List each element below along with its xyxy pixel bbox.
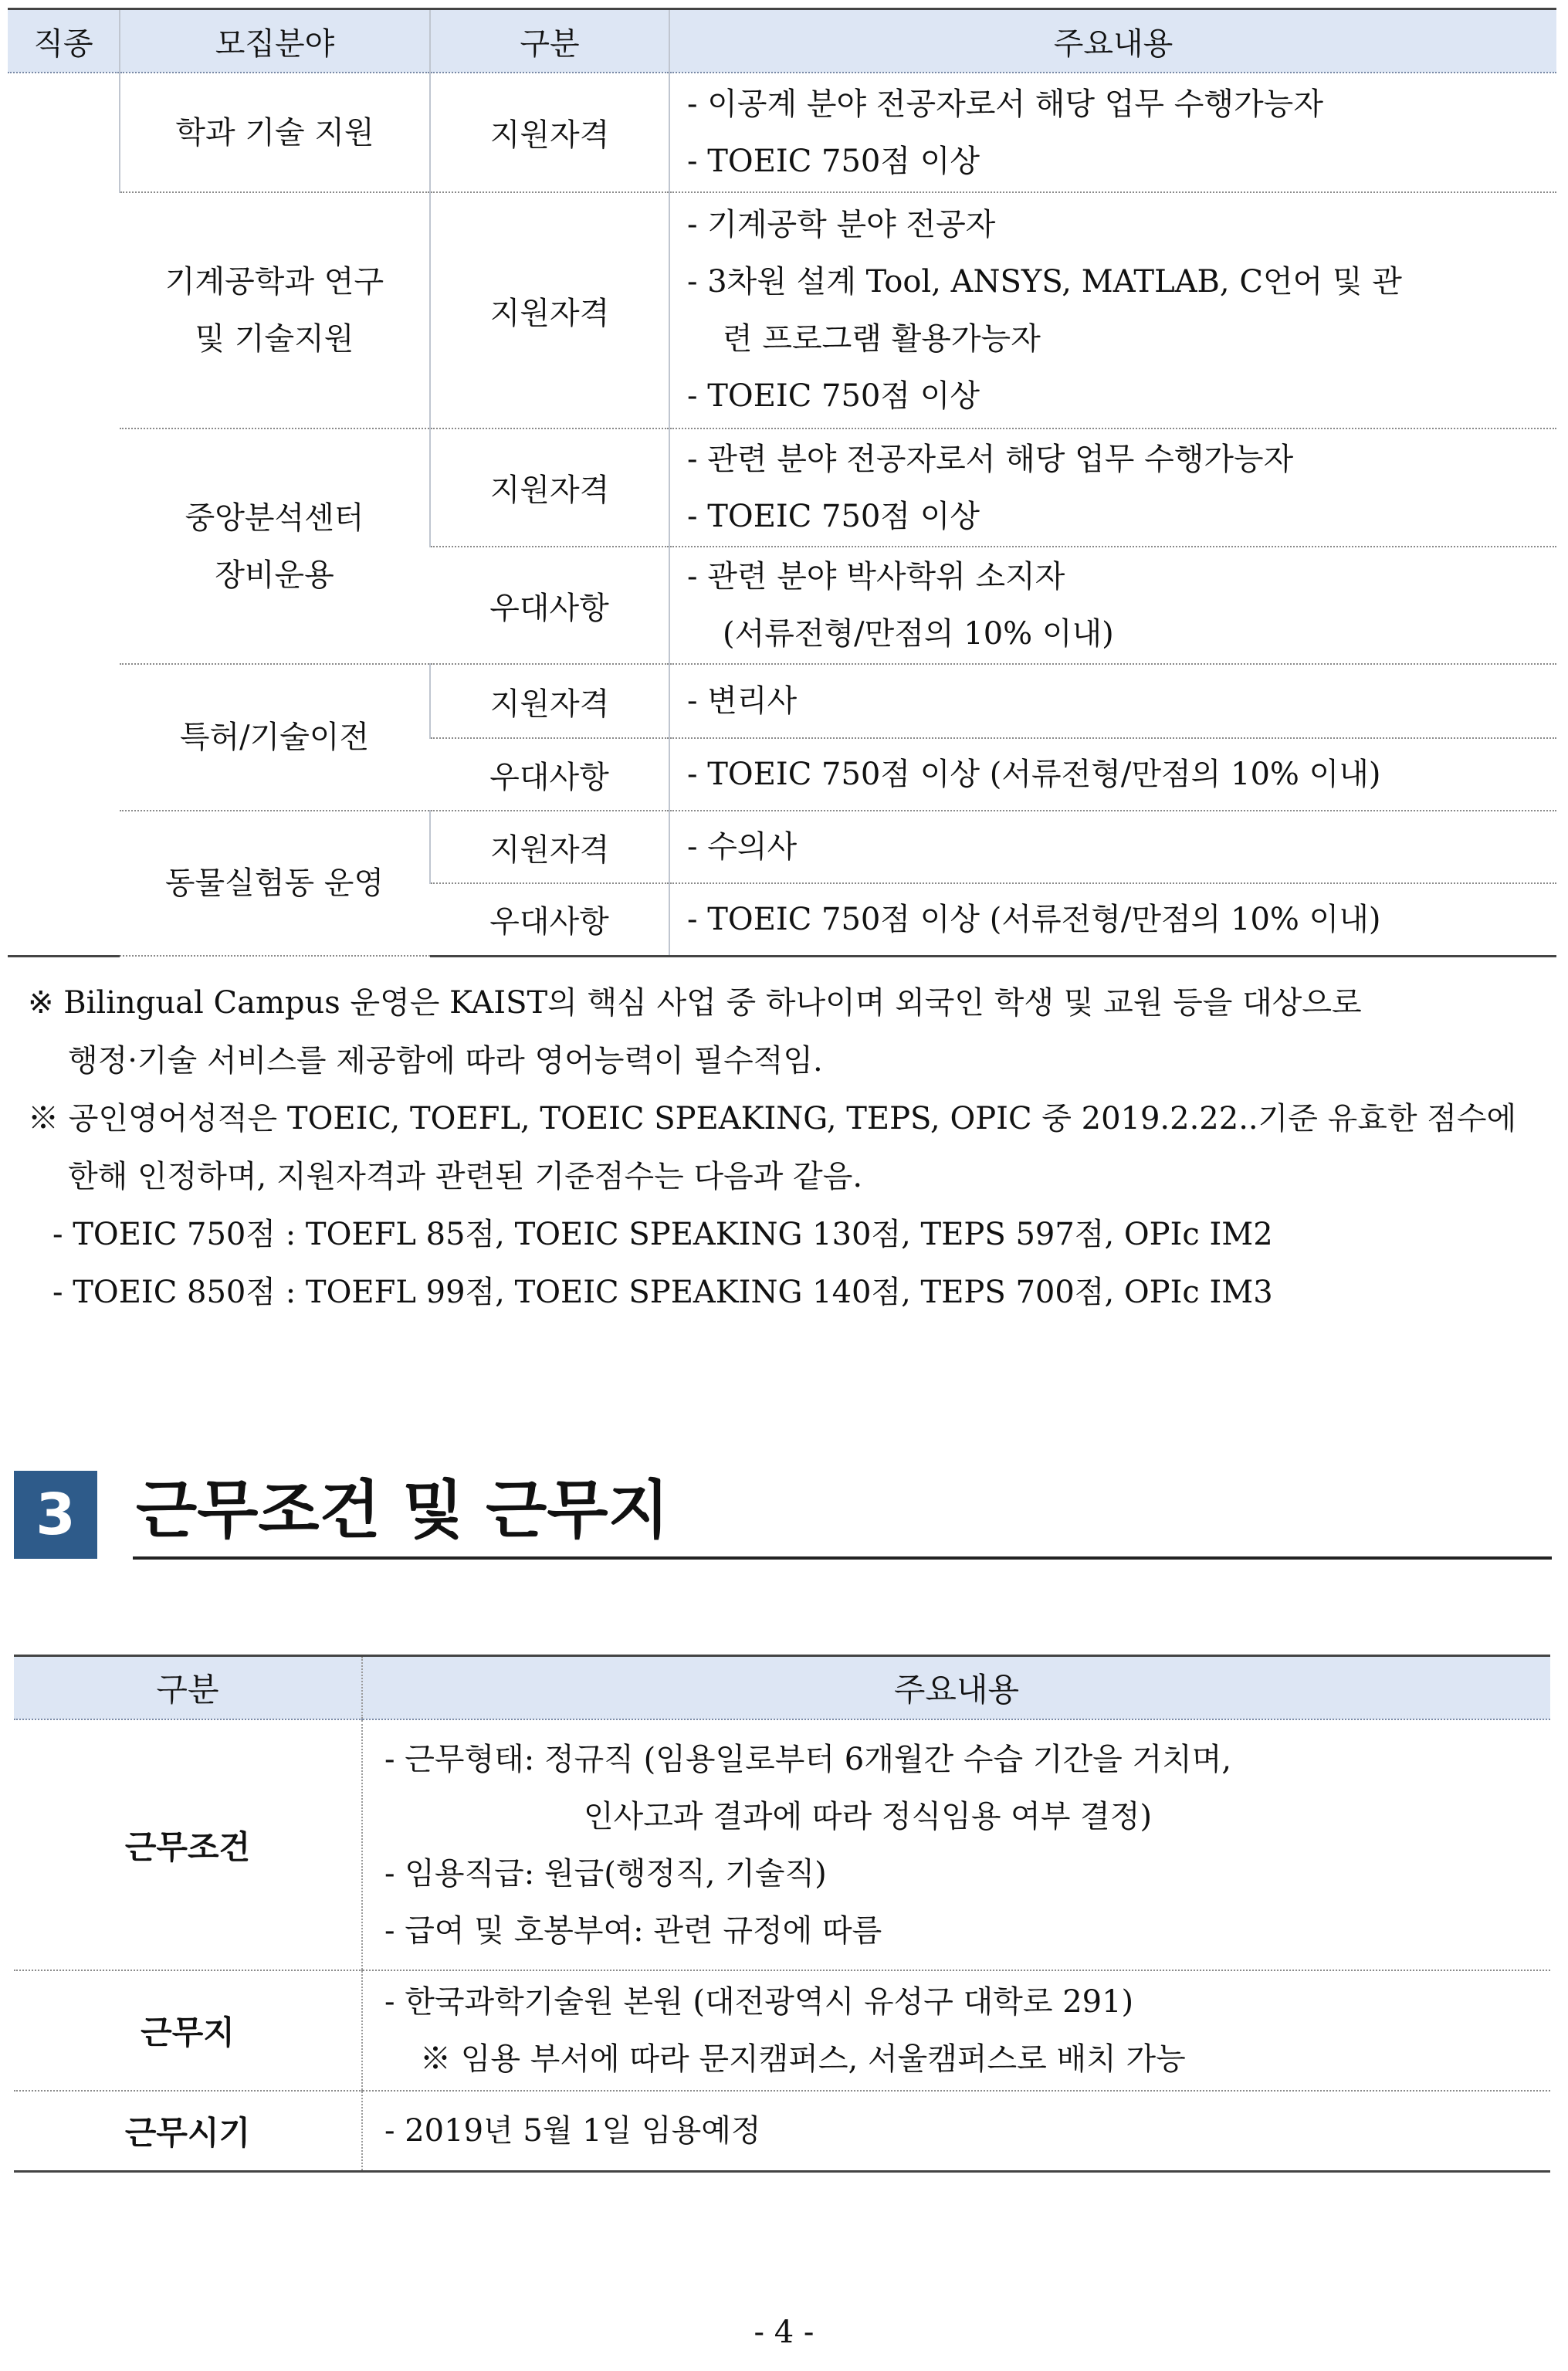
header-main-content: 주요내용 <box>669 9 1556 73</box>
content-line: - TOEIC 750점 이상 <box>687 378 980 414</box>
table-row <box>8 73 1556 192</box>
content-cell <box>669 192 1556 428</box>
category-cell: 근무시기 <box>14 2091 362 2171</box>
content-cell <box>669 428 1556 547</box>
score-equivalence-line: - TOEIC 850점 : TOEFL 99점, TOEIC SPEAKING 140점, TEPS 700점, OPIc IM3 <box>52 1275 1273 1310</box>
content-cell <box>669 547 1556 664</box>
table-header-row <box>14 1656 1550 1720</box>
score-equivalence-line: - TOEIC 750점 : TOEFL 85점, TOEIC SPEAKING 130점, TEPS 597점, OPIc IM2 <box>52 1217 1273 1252</box>
content-line: - 기계공학 분야 전공자 <box>687 207 996 242</box>
field-line: 기계공학과 연구 <box>164 264 384 300</box>
content-cell <box>362 1719 1550 1970</box>
category-cell: 지원자격 <box>430 428 669 547</box>
table-header-row <box>8 9 1556 73</box>
page-number: - 4 - <box>754 2315 814 2350</box>
table-row <box>8 664 1556 738</box>
header-job-type: 직종 <box>8 9 120 73</box>
header-field: 모집분야 <box>120 9 430 73</box>
field-line: 및 기술지원 <box>195 321 354 357</box>
content-cell <box>362 1970 1550 2091</box>
content-line: - 한국과학기술원 본원 (대전광역시 유성구 대학로 291) <box>384 1984 1134 2020</box>
content-cell <box>669 73 1556 192</box>
table-row <box>14 1970 1550 2091</box>
category-cell: 우대사항 <box>430 547 669 664</box>
table-row <box>8 192 1556 428</box>
content-line: - 근무형태: 정규직 (임용일로부터 6개월간 수습 기간을 거치며, <box>384 1741 1232 1777</box>
content-line: - 2019년 5월 1일 임용예정 <box>384 2112 761 2149</box>
field-line: 중앙분석센터 <box>185 500 364 536</box>
table-row <box>8 428 1556 547</box>
content-line: - 3차원 설계 Tool, ANSYS, MATLAB, C언어 및 관 <box>687 264 1402 300</box>
note-text: ※ 공인영어성적은 TOEIC, TOEFL, TOEIC SPEAKING, TEPS, OPIC 중 2019.2.22..기준 유효한 점수에 <box>28 1101 1517 1136</box>
field-cell <box>120 192 430 428</box>
field-cell: 학과 기술 지원 <box>120 73 430 192</box>
notes-block <box>28 974 1541 1322</box>
content-line: 인사고과 결과에 따라 정식임용 여부 결정) <box>584 1798 1153 1834</box>
category-cell: 근무지 <box>14 1970 362 2091</box>
content-line: - TOEIC 750점 이상 <box>687 143 980 179</box>
field-cell <box>120 428 430 664</box>
category-cell: 지원자격 <box>430 811 669 883</box>
content-line: - 관련 분야 박사학위 소지자 <box>687 559 1065 594</box>
table-row <box>14 1719 1550 1970</box>
field-cell: 특허/기술이전 <box>120 664 430 811</box>
content-line: 련 프로그램 활용가능자 <box>723 321 1041 357</box>
recruitment-table <box>8 8 1556 957</box>
content-line: - 임용직급: 원급(행정직, 기술직) <box>384 1855 827 1892</box>
content-line: - 변리사 <box>687 683 798 719</box>
content-cell <box>669 811 1556 883</box>
note-text: 행정·기술 서비스를 제공함에 따라 영어능력이 필수적임. <box>68 1043 823 1079</box>
category-cell: 지원자격 <box>430 73 669 192</box>
content-line: ※ 임용 부서에 따라 문지캠퍼스, 서울캠퍼스로 배치 가능 <box>420 2041 1186 2077</box>
content-cell <box>669 883 1556 956</box>
content-line: - TOEIC 750점 이상 (서류전형/만점의 10% 이내) <box>687 901 1381 937</box>
content-cell <box>669 738 1556 811</box>
content-line: - TOEIC 750점 이상 <box>687 498 980 534</box>
category-cell: 우대사항 <box>430 883 669 956</box>
table-row <box>14 2091 1550 2171</box>
table-row <box>8 811 1556 883</box>
note-text: 한해 인정하며, 지원자격과 관련된 기준점수는 다음과 같음. <box>68 1159 863 1194</box>
content-line: - 관련 분야 전공자로서 해당 업무 수행가능자 <box>687 441 1294 477</box>
section-divider <box>133 1556 1552 1560</box>
category-cell: 지원자격 <box>430 664 669 738</box>
section-number-badge: 3 <box>14 1471 97 1559</box>
content-line: - TOEIC 750점 이상 (서류전형/만점의 10% 이내) <box>687 757 1381 792</box>
content-line: - 수의사 <box>687 829 798 865</box>
category-cell: 근무조건 <box>14 1719 362 1970</box>
header-main-content: 주요내용 <box>362 1656 1550 1720</box>
content-line: - 이공계 분야 전공자로서 해당 업무 수행가능자 <box>687 86 1323 122</box>
content-cell <box>669 664 1556 738</box>
note-text: ※ Bilingual Campus 운영은 KAIST의 핵심 사업 중 하나이며 외국인 학생 및 교원 등을 대상으로 <box>28 985 1362 1021</box>
field-line: 장비운용 <box>215 557 334 593</box>
content-line: - 급여 및 호봉부여: 관련 규정에 따름 <box>384 1912 882 1949</box>
category-cell: 우대사항 <box>430 738 669 811</box>
content-line: (서류전형/만점의 10% 이내) <box>723 616 1114 652</box>
work-conditions-table <box>14 1655 1550 2173</box>
category-cell: 지원자격 <box>430 192 669 428</box>
job-type-cell <box>8 73 120 956</box>
header-category: 구분 <box>430 9 669 73</box>
field-cell: 동물실험동 운영 <box>120 811 430 956</box>
section-title: 근무조건 및 근무지 <box>136 1474 669 1547</box>
content-cell <box>362 2091 1550 2171</box>
header-category: 구분 <box>14 1656 362 1720</box>
